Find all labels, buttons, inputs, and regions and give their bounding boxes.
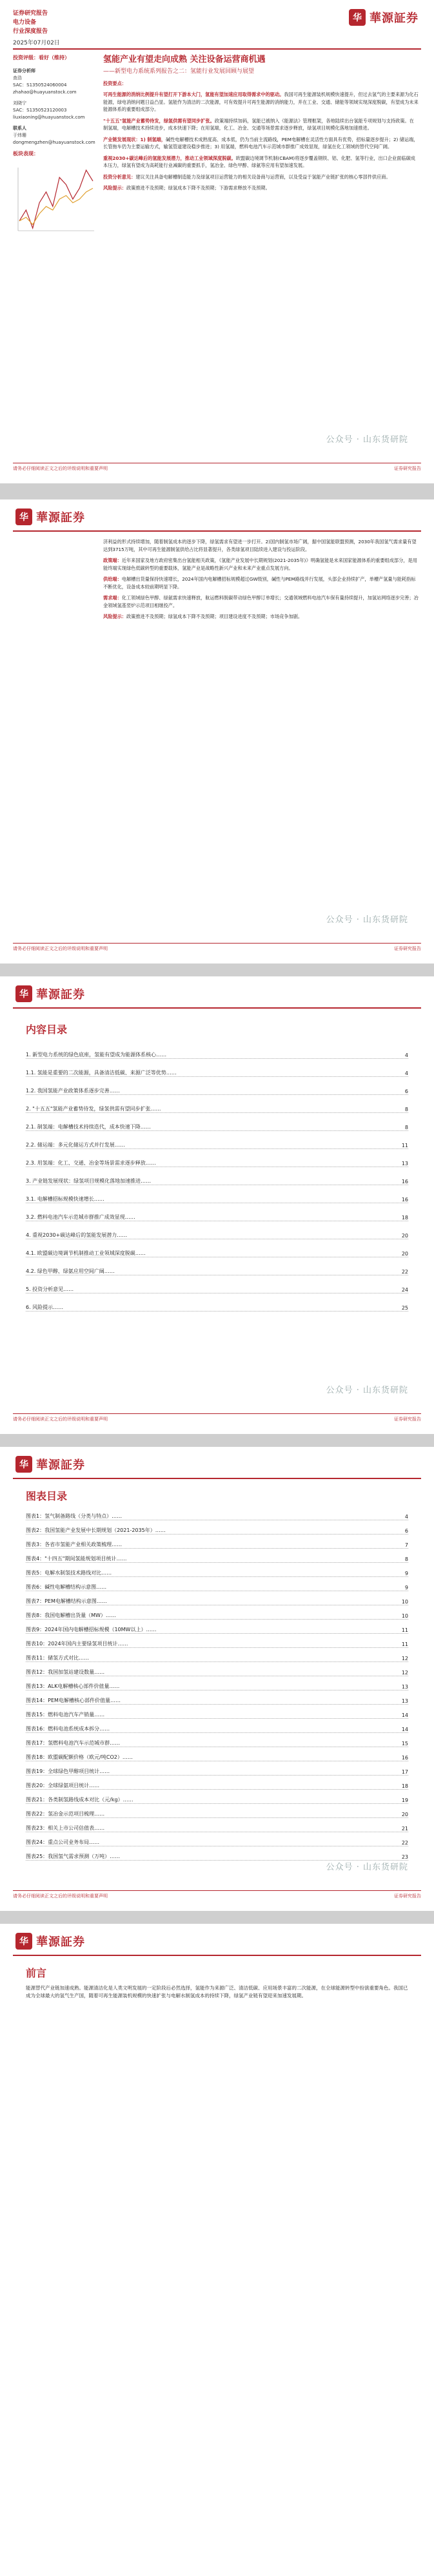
- logo-text: 華源証券: [36, 1458, 85, 1472]
- figure-entry-text: 图表19：全球绿色甲醇项目统计……: [26, 1768, 110, 1774]
- footer-note: 证券研究报告: [394, 466, 421, 471]
- report-page-figures: [0, 1447, 434, 1911]
- page-footer: [13, 1890, 421, 1899]
- figure-entry-page: 12: [401, 1670, 408, 1676]
- point-4: [103, 155, 419, 169]
- toc-entry-page: 20: [401, 1251, 408, 1257]
- figure-entry[interactable]: [26, 1620, 408, 1634]
- footer-disclaimer: 请务必仔细阅读正文之后的评级说明和重要声明: [13, 1417, 108, 1422]
- sector-performance-chart: [13, 161, 97, 238]
- figure-entry-page: 8: [404, 1556, 408, 1562]
- figure-entry[interactable]: [26, 1563, 408, 1577]
- figure-entry-page: 15: [401, 1741, 408, 1747]
- figure-entry-text: 图表20：全球绿氨项目统计……: [26, 1783, 100, 1788]
- toc-entry-text: 2.3. 用氢端：化工、交通、冶金等场景需求逐步释放……: [26, 1160, 156, 1166]
- toc-entry-text: 2.2. 储运端：多元化储运方式并行发展……: [26, 1142, 125, 1148]
- logo-mark-icon: 华: [15, 1456, 32, 1473]
- page2-para-2: 政策端：近年来国家及地方政府密集出台氢能相关政策，《氢能产业发展中长期规划(2021-2035年)》明确氢能是未来国家能源体系的重要组成部分，是用能终端实现绿色低碳转型的重要载体，氢能产业是战略性新兴产业和未来产业重点发展方向。: [103, 557, 417, 571]
- figure-entry-text: 图表14：PEM电解槽核心部件价值量……: [26, 1698, 121, 1703]
- toc-entry-page: 20: [401, 1233, 408, 1239]
- point-5: [103, 173, 419, 181]
- report-subtitle: ——新型电力系统系列报告之二：氢能行业发展回顾与展望: [103, 68, 255, 75]
- toc-entry-text: 1.1. 氢能是重要的二次能源，具备清洁低碳、来源广泛等优势……: [26, 1070, 177, 1076]
- figure-entry-text: 图表18：欧盟碳配额价格（欧元/吨CO2）……: [26, 1754, 133, 1760]
- figure-entry-page: 9: [404, 1585, 408, 1591]
- chart-title: 板块表现：: [13, 151, 39, 157]
- figure-entry-text: 图表23：相关上市公司估值表……: [26, 1825, 105, 1831]
- figures-list: [26, 1506, 408, 1861]
- contact-email[interactable]: dongmengzhen@huayuanstock.com: [13, 140, 95, 145]
- brand-logo: [15, 1456, 85, 1473]
- page2-para-3: 供给端：电解槽出货量保持快速增长，2024年国内电解槽招标规模超过GW级别，碱性与PEM路线并行发展，头部企业持续扩产，单槽产氢量与能耗指标不断优化，设备成本较前期明显下降。: [103, 576, 416, 590]
- figure-entry-text: 图表17：氢燃料电池汽车示范城市群……: [26, 1740, 121, 1746]
- figure-entry[interactable]: [26, 1591, 408, 1605]
- figure-entry-page: 19: [401, 1797, 408, 1803]
- report-page-preface: [0, 1924, 434, 2576]
- main-content: [103, 54, 419, 196]
- analyst1-name: 查浩: [13, 75, 22, 81]
- toc-entry[interactable]: [26, 1293, 408, 1312]
- toc-entry-text: 3.1. 电解槽招标规模快速增长……: [26, 1196, 104, 1202]
- figure-entry-page: 16: [401, 1755, 408, 1761]
- figure-entry[interactable]: [26, 1690, 408, 1705]
- page2-para-4: 需求端：化工领域绿色甲醇、绿氨需求快速释放，航运燃料脱碳带动绿色甲醇订单增长；交通领域燃料电池汽车保有量持续提升，加氢站网络逐步完善；冶金领域氢基竖炉示范项目相继投产。: [103, 595, 419, 608]
- toc-entry-page: 11: [401, 1143, 408, 1148]
- figure-entry[interactable]: [26, 1577, 408, 1591]
- figure-entry[interactable]: [26, 1676, 408, 1690]
- toc-entry-text: 4.2. 绿色甲醇、绿氨应用空间广阔……: [26, 1268, 115, 1274]
- figure-entry-page: 13: [401, 1698, 408, 1704]
- figure-entry[interactable]: [26, 1761, 408, 1776]
- logo-text: 華源証券: [370, 12, 419, 25]
- figure-entry-page: 6: [404, 1528, 408, 1534]
- report-page-2: [0, 499, 434, 964]
- figure-entry-text: 图表25：我国氢气需求预测（万吨）……: [26, 1854, 121, 1859]
- watermark: 公众号 · 山东货研院: [326, 1386, 408, 1395]
- header-divider: [13, 1478, 421, 1479]
- risk-body: 政策推进不及预期；绿氢成本下降不及预期；下游需求释放不及预期。: [126, 185, 270, 191]
- analyst1-sac: SAC：S1350524060004: [13, 82, 67, 88]
- toc-entry-page: 6: [404, 1089, 408, 1094]
- watermark: 公众号 · 山东货研院: [326, 435, 408, 445]
- header-divider: [13, 1007, 421, 1009]
- logo-text: 華源証券: [36, 1935, 85, 1949]
- logo-mark-icon: 华: [15, 508, 32, 525]
- point-3: [103, 136, 419, 151]
- toc-entry[interactable]: [26, 1077, 408, 1095]
- figure-entry-text: 图表21：各类制氢路线成本对比（元/kg）……: [26, 1797, 133, 1803]
- point-3-head: 产业链发展现状：1) 制氢端，: [103, 136, 166, 142]
- point-2-body: 政策端持续加码，氢能已被纳入《能源法》管理框架，各地陆续出台氢能专项规划与支持政策。在制氢端，电解槽技术持续进步，成本快速下降；在用氢端，化工、冶金、交通等场景需求逐步释放，绿氢项目规模化落地加速推进。: [103, 117, 414, 131]
- point-5-body: 建议关注具备电解槽制造能力及绿氢项目运营能力的相关设备商与运营商，以及受益于氢能产业链扩张的核心零部件供应商。: [135, 173, 391, 180]
- figure-entry-page: 17: [401, 1769, 408, 1775]
- risk-note: [103, 184, 419, 192]
- toc-entry-page: 22: [401, 1269, 408, 1275]
- figure-entry[interactable]: [26, 1818, 408, 1832]
- figure-entry-text: 图表5：电解水制氢技术路线对比……: [26, 1570, 112, 1576]
- figure-entry-page: 21: [401, 1826, 408, 1832]
- toc-list: [26, 1041, 408, 1312]
- figure-entry-page: 14: [401, 1712, 408, 1718]
- report-date: 2025年07月02日: [13, 40, 60, 46]
- toc-entry[interactable]: [26, 1059, 408, 1077]
- header-divider: [13, 1955, 421, 1956]
- page-footer: [13, 1413, 421, 1422]
- figure-entry[interactable]: [26, 1506, 408, 1520]
- report-category: 行业深度报告: [13, 28, 48, 35]
- figure-entry-text: 图表13：ALK电解槽核心部件价值量……: [26, 1683, 120, 1689]
- toc-entry-text: 3.2. 燃料电池汽车示范城市群推广成效显现……: [26, 1214, 135, 1220]
- figure-entry-text: 图表3：各省市氢能产业相关政策梳理……: [26, 1542, 123, 1547]
- point-1: [103, 91, 419, 113]
- toc-entry[interactable]: [26, 1275, 408, 1293]
- preface-title: 前言: [26, 1967, 47, 1979]
- logo-mark-icon: 华: [15, 1933, 32, 1950]
- analyst-label: 证券分析师: [13, 68, 35, 73]
- figure-entry[interactable]: [26, 1520, 408, 1535]
- report-type: 证券研究报告: [13, 10, 48, 17]
- toc-entry-text: 3. 产业链发展现状：绿氢项目规模化落地加速推进……: [26, 1178, 152, 1184]
- toc-entry-page: 4: [404, 1070, 408, 1076]
- figure-entry-page: 9: [404, 1571, 408, 1576]
- watermark: 公众号 · 山东货研院: [326, 915, 408, 925]
- point-5-head: 投资分析意见：: [103, 173, 136, 180]
- header-divider: [13, 48, 421, 50]
- sidebar: [13, 54, 97, 157]
- analyst2-sac: SAC：S1350523120003: [13, 108, 67, 113]
- figure-entry-page: 22: [401, 1840, 408, 1846]
- toc-entry[interactable]: [26, 1257, 408, 1275]
- point-4-head: 重视2030+碳达峰后的氢能发展潜力，推动工业领域深度脱碳。: [103, 155, 236, 161]
- logo-mark-icon: 华: [15, 985, 32, 1002]
- toc-entry[interactable]: [26, 1113, 408, 1131]
- points-label: 投资要点：: [103, 80, 126, 86]
- point-3-body: 碱性电解槽技术成熟度高、成本低，仍为当前主流路线，PEM电解槽在灵活性方面具有优势，招标量逐步提升；2) 储运端，长管拖车仍为主要运输方式，输氢管道建设稳步推进；3) 用氢端，燃料电池汽车示范城市群推广成效显现，绿氢在化工领域的替代空间广阔。: [103, 136, 419, 150]
- toc-entry[interactable]: [26, 1221, 408, 1239]
- toc-entry-page: 18: [401, 1215, 408, 1221]
- brand-logo: [15, 1933, 85, 1950]
- toc-entry-page: 16: [401, 1179, 408, 1185]
- page-footer: [13, 943, 421, 952]
- header-divider: [13, 530, 421, 532]
- figure-entry-text: 图表2：我国氢能产业发展中长期规划（2021-2035年）……: [26, 1527, 166, 1533]
- footer-note: 证券研究报告: [394, 946, 421, 951]
- figure-entry-text: 图表11：储氢方式对比……: [26, 1655, 90, 1661]
- toc-title: 内容目录: [26, 1023, 68, 1036]
- logo-text: 華源証券: [36, 511, 85, 525]
- point-1-body: 我国可再生能源装机规模快速提升，但过去氢气的主要来源为化石能源，绿电消纳问题日益凸显。氢能作为清洁的二次能源，可有效提升可再生能源的消纳能力，并在工业、交通、储能等领域实现深度脱碳，有望成为未来能源体系的重要组成部分。: [103, 92, 419, 112]
- figure-entry-text: 图表4："十四五"期间氢能规划项目统计……: [26, 1556, 127, 1562]
- figure-entry-text: 图表16：燃料电池系统成本拆分……: [26, 1726, 110, 1732]
- toc-entry-text: 1.2. 我国氢能产业政策体系逐步完善……: [26, 1088, 120, 1094]
- figure-entry-page: 12: [401, 1656, 408, 1661]
- preface-body: 能源替代产业链加速成熟。能源清洁化是人类文明发展的一定阶段后必然选择，氢能作为来源广泛、清洁低碳、应用场景丰富的二次能源，在全球能源转型中扮演重要角色。我国已成为全球最大的氢气生产国，随着可再生能源装机规模的快速扩张与电解水制氢成本的持续下降，绿氢产业链有望迎来加速发展期。: [26, 1985, 408, 1999]
- figure-entry-page: 11: [401, 1627, 408, 1633]
- figure-entry-text: 图表24：重点公司业务布局……: [26, 1839, 100, 1845]
- toc-entry[interactable]: [26, 1203, 408, 1221]
- page2-risk: 风险提示：政策推进不及预期；绿氢成本下降不及预期；项目建设进度不及预期；市场竞争加剧。: [103, 614, 303, 619]
- figure-entry[interactable]: [26, 1747, 408, 1761]
- risk-head: 风险提示：: [103, 185, 126, 191]
- page2-para-1: 济利益的形式持续增加，随着制氢成本的逐步下降，绿氢需求有望进一步打开。2)国内制氢市场广阔，据中国氢能联盟预测，2030年我国氢气需求量有望达到3715万吨，其中可再生能源制氢供给占比将显著提升，各类绿氢项目陆续进入建设与投运阶段。: [103, 539, 417, 552]
- analyst1-email[interactable]: zhahao@huayuanstock.com: [13, 90, 77, 95]
- toc-entry[interactable]: [26, 1167, 408, 1185]
- toc-entry-page: 13: [401, 1161, 408, 1167]
- analyst2-email[interactable]: liuxiaoning@huayuanstock.com: [13, 115, 85, 120]
- figure-entry[interactable]: [26, 1549, 408, 1563]
- figure-entry[interactable]: [26, 1776, 408, 1790]
- figure-entry-page: 11: [401, 1641, 408, 1647]
- figure-entry[interactable]: [26, 1662, 408, 1676]
- figure-entry-page: 7: [404, 1542, 408, 1548]
- page-2-content: [103, 538, 419, 625]
- contact-name: 于炜珊: [13, 133, 26, 138]
- figure-entry[interactable]: [26, 1846, 408, 1861]
- figure-entry[interactable]: [26, 1634, 408, 1648]
- brand-logo: [349, 9, 419, 26]
- toc-entry-page: 24: [401, 1287, 408, 1293]
- toc-entry-text: 2. "十五五"氢能产业蓄势待发，绿氢供需有望同步扩张……: [26, 1106, 161, 1112]
- chart-series-line: [19, 170, 93, 228]
- toc-entry-text: 4.1. 欧盟碳边境调节机制推动工业领域深度脱碳……: [26, 1250, 146, 1256]
- figure-entry-text: 图表10：2024年国内主要绿氢项目统计……: [26, 1641, 128, 1647]
- analyst2-name: 刘晓宁: [13, 101, 26, 106]
- figure-entry[interactable]: [26, 1535, 408, 1549]
- toc-entry[interactable]: [26, 1041, 408, 1059]
- figure-entry[interactable]: [26, 1605, 408, 1620]
- header-meta: [13, 9, 60, 48]
- toc-entry-page: 16: [401, 1197, 408, 1203]
- toc-entry[interactable]: [26, 1185, 408, 1203]
- figure-entry-page: 4: [404, 1514, 408, 1520]
- rating-label: 投资评级：看好（维持）: [13, 55, 70, 61]
- contact-label: 联系人: [13, 126, 26, 131]
- figure-entry-page: 23: [401, 1854, 408, 1860]
- industry-name: 电力设备: [13, 19, 37, 26]
- logo-text: 華源証券: [36, 988, 85, 1002]
- toc-entry-text: 5. 投资分析意见……: [26, 1286, 74, 1292]
- figure-entry-text: 图表7：PEM电解槽结构示意图……: [26, 1598, 107, 1604]
- chart-series-line: [19, 188, 93, 224]
- figure-entry-text: 图表8：我国电解槽出货量（MW）……: [26, 1612, 116, 1618]
- figure-entry[interactable]: [26, 1719, 408, 1733]
- figure-entry-page: 18: [401, 1783, 408, 1789]
- figure-entry-text: 图表15：燃料电池汽车产销量……: [26, 1712, 105, 1718]
- toc-entry-text: 1. 新型电力系统的绿色底座，氢能有望成为能源体系核心……: [26, 1052, 167, 1058]
- figure-entry-page: 10: [401, 1613, 408, 1619]
- page-footer: [13, 463, 421, 472]
- footer-disclaimer: 请务必仔细阅读正文之后的评级说明和重要声明: [13, 946, 108, 951]
- toc-entry-page: 25: [401, 1305, 408, 1311]
- toc-entry[interactable]: [26, 1095, 408, 1113]
- figure-entry-text: 图表9：2024年国内电解槽招标规模（10MW以上）……: [26, 1627, 157, 1632]
- toc-entry[interactable]: [26, 1239, 408, 1257]
- toc-entry-text: 4. 重视2030+碳达峰后的氢能发展潜力……: [26, 1232, 128, 1238]
- brand-logo: [15, 985, 85, 1002]
- watermark: 公众号 · 山东货研院: [326, 1863, 408, 1872]
- footer-disclaimer: 请务必仔细阅读正文之后的评级说明和重要声明: [13, 1893, 108, 1899]
- point-2: [103, 117, 419, 132]
- figure-entry[interactable]: [26, 1790, 408, 1804]
- figure-entry-text: 图表1：氢气制备路线（分类与特点）……: [26, 1513, 123, 1519]
- toc-entry[interactable]: [26, 1149, 408, 1167]
- figure-entry[interactable]: [26, 1804, 408, 1818]
- toc-entry-text: 2.1. 制氢端：电解槽技术持续迭代，成本快速下降……: [26, 1124, 151, 1130]
- figure-entry[interactable]: [26, 1733, 408, 1747]
- report-page-cover: [0, 0, 434, 483]
- brand-logo: [15, 508, 85, 525]
- point-1-head: 可再生能源的消纳比例提升有望打开下游本大门，氢能有望加速应用取得需求中的驱动。: [103, 92, 284, 97]
- figure-entry-text: 图表22：氢冶金示范项目梳理……: [26, 1811, 105, 1817]
- figure-entry[interactable]: [26, 1648, 408, 1662]
- figure-entry[interactable]: [26, 1832, 408, 1846]
- figure-entry-text: 图表6：碱性电解槽结构示意图……: [26, 1584, 107, 1590]
- figure-entry-page: 10: [401, 1599, 408, 1605]
- toc-entry-page: 4: [404, 1052, 408, 1058]
- footer-note: 证券研究报告: [394, 1417, 421, 1422]
- figure-entry-text: 图表12：我国加氢站建设数量……: [26, 1669, 105, 1675]
- figures-title: 图表目录: [26, 1490, 68, 1502]
- report-title: 氢能产业有望走向成熟 关注设备运营商机遇: [103, 55, 266, 64]
- figure-entry[interactable]: [26, 1705, 408, 1719]
- footer-disclaimer: 请务必仔细阅读正文之后的评级说明和重要声明: [13, 466, 108, 471]
- toc-entry-page: 8: [404, 1107, 408, 1112]
- figure-entry-page: 13: [401, 1684, 408, 1690]
- point-4-body: 欧盟碳边境调节机制(CBAM)将逐步覆盖钢铁、铝、化肥、氢等行业，出口企业面临碳成本压力，绿氢有望成为高耗能行业减碳的重要抓手，氢冶金、绿色甲醇、绿氨等应用有望加速发展。: [103, 155, 415, 168]
- toc-entry-text: 6. 风险提示……: [26, 1304, 64, 1310]
- footer-note: 证券研究报告: [394, 1893, 421, 1899]
- toc-entry[interactable]: [26, 1131, 408, 1149]
- point-2-head: "十五五"氢能产业蓄势待发，绿氢供需有望同步扩张。: [103, 117, 215, 124]
- report-page-toc: [0, 976, 434, 1434]
- figure-entry-page: 14: [401, 1727, 408, 1732]
- toc-entry-page: 8: [404, 1125, 408, 1130]
- figure-entry-page: 20: [401, 1812, 408, 1817]
- logo-mark-icon: 华: [349, 9, 366, 26]
